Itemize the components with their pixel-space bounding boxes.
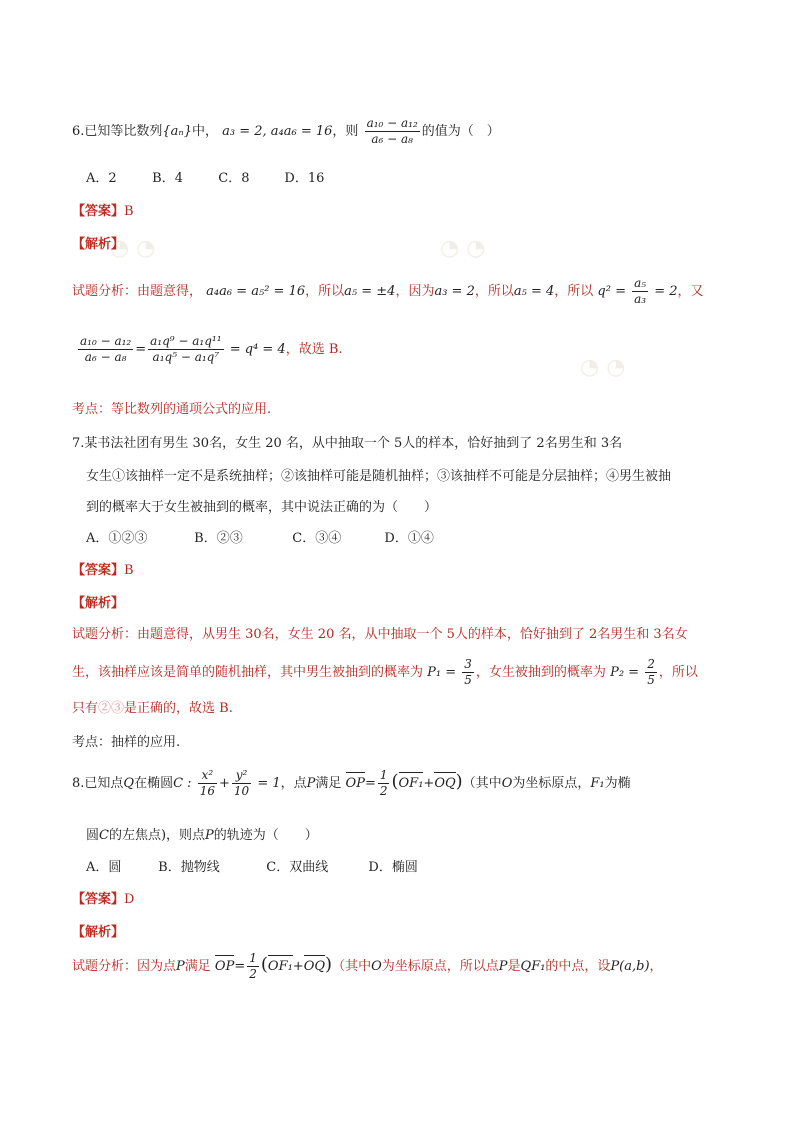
- text: ，故选 B.: [285, 342, 343, 357]
- q7-analysis-line1: [72, 623, 688, 642]
- frac-num: 3: [464, 657, 472, 671]
- q8-option-d[interactable]: D．椭圆: [368, 860, 418, 875]
- text: ，所以: [305, 284, 345, 299]
- answer-value: B: [124, 563, 134, 578]
- q6-option-b[interactable]: B．4: [152, 171, 183, 186]
- math: P: [205, 828, 214, 843]
- q7-text: 女生①该抽样一定不是系统抽样；②该抽样可能是随机抽样；③该抽样不可能是分层抽样；④男生被抽: [86, 469, 672, 484]
- text: 生，该抽样应该是简单的随机抽样，其中男生被抽到的概率为: [72, 665, 424, 680]
- answer-tag: 【答案】: [72, 563, 125, 578]
- frac-num: x²: [198, 768, 217, 784]
- math: P(a,b): [610, 959, 650, 974]
- frac-den: 2: [379, 784, 388, 798]
- frac-num: 1: [379, 768, 388, 782]
- q7-analysis-line2: [72, 657, 698, 688]
- q6-frac-den: a₆ − a₈: [371, 132, 413, 146]
- analysis-text: 试题分析：由题意得，从男生 30名，女生 20 名，从中抽取一个 5人的样本，恰好抽到了 2名男生和 3名女: [72, 627, 688, 642]
- text: 是: [507, 959, 521, 974]
- q8-y-frac: [232, 768, 251, 799]
- q6-option-d[interactable]: D．16: [284, 171, 325, 186]
- q6-frac-a: [78, 334, 133, 365]
- math: P: [498, 959, 508, 974]
- text: 试题分析：因为点: [72, 959, 177, 974]
- math: P: [306, 776, 316, 791]
- q6-then: ，则: [332, 124, 359, 139]
- q6-stem-mid: 中，: [191, 124, 218, 139]
- q7-line3: [86, 496, 437, 515]
- math: = q⁴ = 4: [229, 342, 286, 357]
- op: +: [292, 959, 304, 974]
- q7-text: 7.某书法社团有男生 30名，女生 20 名，从中抽取一个 5人的样本，恰好抽到了 2名男生和 3名: [72, 436, 623, 451]
- q7-analysis-line3: [72, 697, 233, 716]
- text: 的轨迹为（ ）: [213, 828, 318, 843]
- q6-option-c[interactable]: C．8: [218, 171, 250, 186]
- q6-stem: [72, 116, 500, 147]
- q8-answer: [72, 888, 134, 907]
- frac-num: a₅: [634, 276, 647, 290]
- op: +: [218, 776, 230, 791]
- q7-line2: [86, 465, 671, 484]
- q7-answer: [72, 559, 134, 578]
- text: 为椭: [604, 776, 631, 791]
- q6-stem-prefix: 6.已知等比数列: [72, 124, 163, 139]
- q7-line1: [72, 432, 622, 451]
- q6-analysis-line1: [72, 276, 704, 307]
- text: ，: [649, 959, 663, 974]
- q6-stem-end: 的值为（ ）: [421, 124, 500, 139]
- answer-tag: 【答案】: [72, 204, 125, 219]
- math: = 2: [654, 284, 678, 299]
- analysis-tag: 【解析】: [72, 596, 125, 611]
- frac-den: 10: [233, 784, 250, 798]
- text: 满足: [315, 776, 342, 791]
- q6-q2-frac: [632, 276, 648, 307]
- kaodian-text: 考点：抽样的应用.: [72, 735, 181, 750]
- q7-text: 到的概率大于女生被抽到的概率，其中说法正确的为（ ）: [86, 500, 438, 515]
- text: ，所以: [658, 665, 698, 680]
- watermark: ◔ ◔: [440, 236, 486, 261]
- frac-den: a₃: [634, 292, 647, 306]
- kaodian-text: 考点：等比数列的通项公式的应用.: [72, 402, 272, 417]
- text: （其中: [332, 959, 372, 974]
- q8-vector-eq: OP= $\frac{1}{2}$ (OF₁+OQ): [214, 951, 333, 981]
- text: 圆: [86, 828, 100, 843]
- q7-options: [86, 527, 434, 546]
- q6-fraction: [365, 116, 420, 147]
- frac-num: a₁₀ − a₁₂: [80, 334, 132, 348]
- q6-given: a₃ = 2, a₄a₆ = 16: [222, 124, 333, 139]
- text: ，女生被抽到的概率为: [475, 665, 606, 680]
- op: =: [234, 959, 246, 974]
- text: ，因为: [395, 284, 435, 299]
- text: 的中点，设: [545, 959, 611, 974]
- math: q² =: [597, 284, 626, 299]
- text: ，所以: [474, 284, 514, 299]
- q6-option-a[interactable]: A．2: [86, 171, 117, 186]
- text: 在椭圆: [134, 776, 174, 791]
- watermark: ◔ ◔: [110, 236, 156, 261]
- math: a₃ = 2: [434, 284, 475, 299]
- q6-seq: {aₙ}: [162, 124, 192, 139]
- math: P: [176, 959, 185, 974]
- math: a₄a₆ = a₅² = 16: [206, 284, 306, 299]
- math: QF₁: [520, 959, 546, 974]
- math: F₁: [590, 776, 605, 791]
- text: ，点: [280, 776, 307, 791]
- math: a₅ = 4: [513, 284, 555, 299]
- op: =: [364, 776, 376, 791]
- q8-line2: [86, 824, 318, 843]
- frac-num: 1: [249, 951, 257, 965]
- text: ，所以: [554, 284, 594, 299]
- q7-analysis-tag: [72, 592, 124, 611]
- text: ，又: [677, 284, 704, 299]
- answer-value: B: [124, 204, 134, 219]
- q6-analysis-line2: $\frac{\text{a₁₀ − a₁₂}}{\text{a₆ − a₈}}$ = $\frac{\text{a₁q⁹ − a₁q¹¹}}{\text{a₁q⁵ − a₁q⁷}}$ = q⁴ = 4，故选 B.: [80, 334, 343, 364]
- q8-half-frac: [378, 768, 390, 799]
- math: C: [99, 828, 109, 843]
- q6-frac-num: a₁₀ − a₁₂: [366, 116, 418, 130]
- frac-den: 2: [249, 967, 257, 981]
- text: 为坐标原点，: [512, 776, 591, 791]
- q8-analysis-line1: [72, 951, 663, 982]
- vector-op: OP: [214, 959, 235, 974]
- frac-num: 2: [647, 657, 655, 671]
- frac-den: a₆ − a₈: [84, 350, 127, 364]
- vector-of1: OF₁: [398, 776, 424, 791]
- q8-options: [86, 856, 418, 875]
- math: O: [501, 776, 513, 791]
- frac-den: 16: [199, 784, 215, 798]
- q6-answer: [72, 200, 134, 219]
- frac-den: a₁q⁵ − a₁q⁷: [152, 350, 220, 364]
- q7-option-b[interactable]: B．②③: [194, 531, 243, 546]
- vector-oq: OQ: [303, 959, 326, 974]
- q6-kaodian: [72, 398, 271, 417]
- answer-value: D: [124, 892, 135, 907]
- q7-p1-frac: [462, 657, 474, 688]
- text: （其中: [462, 776, 502, 791]
- math: = 1: [257, 776, 281, 791]
- q8-option-a[interactable]: A．圆: [86, 860, 122, 875]
- text: 是正确的，故选 B.: [124, 701, 233, 716]
- math: a₅ = ±4: [344, 284, 396, 299]
- text: 满足: [184, 959, 211, 974]
- q7-p2-frac: [645, 657, 657, 688]
- q6-analysis-tag: [72, 233, 124, 252]
- vector-op: OP: [345, 776, 365, 791]
- frac-den: 5: [647, 673, 655, 687]
- math: O: [371, 959, 382, 974]
- q7-kaodian: [72, 731, 180, 750]
- q8-option-b[interactable]: B．抛物线: [158, 860, 220, 875]
- vector-of1: OF₁: [267, 959, 293, 974]
- frac-den: 5: [464, 673, 472, 687]
- analysis-tag: 【解析】: [72, 237, 125, 252]
- highlight: ②③: [98, 701, 125, 716]
- q7-option-d[interactable]: D．①④: [384, 531, 434, 546]
- watermark: ◔ ◔: [580, 355, 626, 380]
- q7-option-a[interactable]: A．①②③: [86, 531, 148, 546]
- math: P₁ =: [427, 665, 457, 680]
- q8-analysis-tag: [72, 921, 124, 940]
- q8-half-frac2: [247, 951, 259, 982]
- math: P₂ =: [610, 665, 640, 680]
- text: 只有: [72, 701, 99, 716]
- q8-line1: 8.已知点Q在椭圆C : $\frac{\text{x²}}{16}$ + $\frac{\text{y²}}{10}$ = 1，点P满足 OP= $\frac{1}{2}$ (OF₁+OQ)（其中O为坐标原点，F₁为椭: [72, 768, 631, 798]
- frac-num: y²: [232, 768, 251, 784]
- vector-oq: OQ: [434, 776, 456, 791]
- text: 的左焦点)，则点: [108, 828, 206, 843]
- q7-option-c[interactable]: C．③④: [292, 531, 342, 546]
- text: 8.已知点: [72, 776, 124, 791]
- q8-option-c[interactable]: C．双曲线: [266, 860, 329, 875]
- q6-options: [86, 167, 324, 186]
- frac-num: a₁q⁹ − a₁q¹¹: [150, 334, 222, 348]
- q6-frac-b: [148, 334, 223, 365]
- text: 试题分析：由题意得，: [72, 284, 203, 299]
- text: 为坐标原点，所以点: [381, 959, 499, 974]
- analysis-tag: 【解析】: [72, 925, 125, 940]
- op: +: [423, 776, 435, 791]
- math: Q: [123, 776, 135, 791]
- answer-tag: 【答案】: [72, 892, 125, 907]
- math: C :: [173, 776, 192, 791]
- q8-x-frac: [198, 768, 217, 799]
